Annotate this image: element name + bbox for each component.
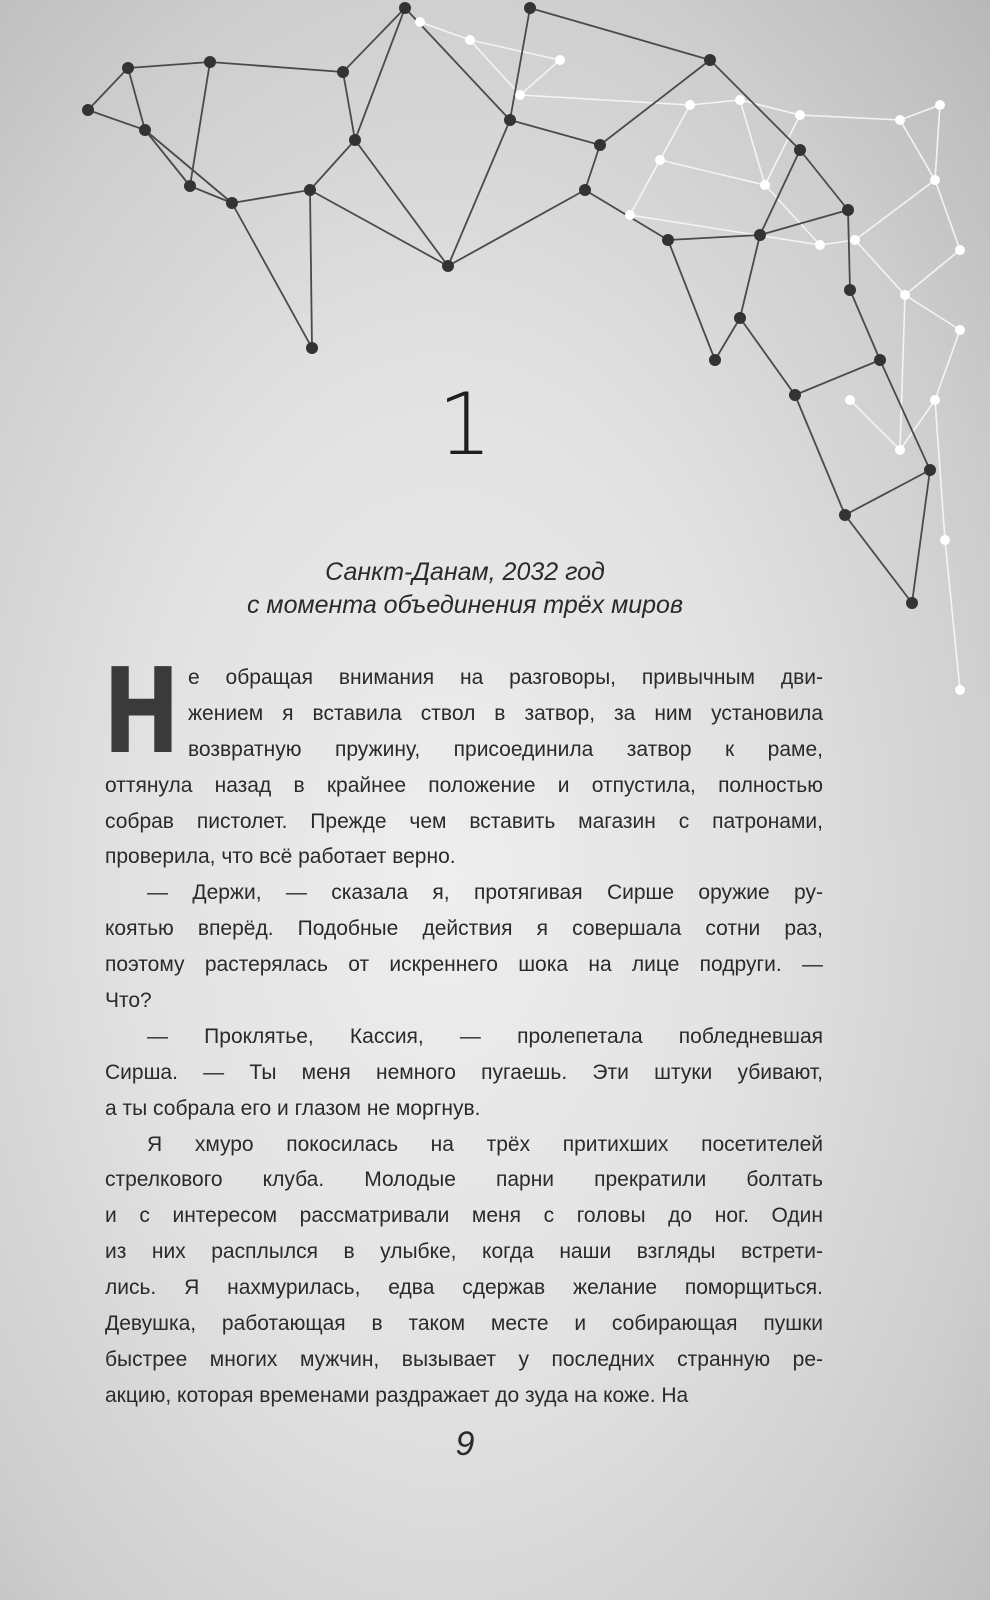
network-node bbox=[842, 204, 854, 216]
text-line: е обращая внимания на разговоры, привычным дви- bbox=[188, 666, 823, 689]
network-node bbox=[935, 100, 945, 110]
network-node bbox=[399, 2, 411, 14]
text-line: жением я вставила ствол в затвор, за ним установила bbox=[188, 701, 823, 725]
network-edge bbox=[355, 140, 448, 266]
network-edge bbox=[88, 110, 145, 130]
network-node bbox=[184, 180, 196, 192]
network-edge bbox=[935, 105, 940, 180]
text-line: Я хмуро покосилась на трёх притихших посетителей bbox=[147, 1132, 823, 1156]
text-line: быстрее многих мужчин, вызывает у последних странную ре- bbox=[105, 1347, 823, 1371]
page-number: 9 bbox=[455, 1425, 475, 1463]
text-line: — Держи, — сказала я, протягивая Сирше оружие ру- bbox=[147, 881, 823, 905]
network-node bbox=[955, 245, 965, 255]
network-edge bbox=[88, 68, 128, 110]
network-node bbox=[874, 354, 886, 366]
text-line: из них расплылся в улыбке, когда наши взгляды встрети- bbox=[105, 1240, 823, 1264]
network-node bbox=[930, 395, 940, 405]
network-edge bbox=[900, 105, 940, 120]
network-edge bbox=[510, 120, 600, 145]
network-node bbox=[734, 312, 746, 324]
network-edge bbox=[935, 180, 960, 250]
network-edge bbox=[310, 190, 312, 348]
network-node bbox=[655, 155, 665, 165]
chapter-subtitle-place: Санкт-Данам, 2032 год bbox=[325, 558, 605, 586]
network-edge bbox=[660, 105, 690, 160]
network-node bbox=[940, 535, 950, 545]
text-line: Сирша. — Ты меня немного пугаешь. Эти штуки убивают, bbox=[105, 1060, 823, 1084]
network-edge bbox=[630, 160, 660, 215]
network-node bbox=[844, 284, 856, 296]
network-edge bbox=[585, 145, 600, 190]
network-edge bbox=[740, 235, 760, 318]
network-edge bbox=[660, 160, 765, 185]
network-edge bbox=[190, 186, 232, 203]
network-edge bbox=[448, 190, 585, 266]
network-node bbox=[304, 184, 316, 196]
network-edge bbox=[310, 140, 355, 190]
network-node bbox=[662, 234, 674, 246]
text-line: Девушка, работающая в таком месте и собирающая пушки bbox=[105, 1312, 823, 1336]
network-edge bbox=[520, 95, 690, 105]
chapter-number: 1 bbox=[437, 375, 493, 475]
network-node bbox=[760, 180, 770, 190]
network-node bbox=[306, 342, 318, 354]
network-edge bbox=[765, 185, 820, 245]
network-edge bbox=[310, 190, 448, 266]
network-node bbox=[895, 115, 905, 125]
body-text bbox=[105, 660, 823, 1414]
network-node bbox=[204, 56, 216, 68]
drop-cap: Н bbox=[103, 642, 181, 780]
network-node bbox=[555, 55, 565, 65]
network-edge bbox=[145, 130, 232, 203]
text-line: акцию, которая временами раздражает до зуда на коже. На bbox=[105, 1383, 689, 1407]
network-edge bbox=[190, 62, 210, 186]
text-line: оттянула назад в крайнее положение и отпустила, полностью bbox=[105, 773, 823, 797]
network-node bbox=[794, 144, 806, 156]
network-node bbox=[709, 354, 721, 366]
network-edge bbox=[848, 210, 850, 290]
network-edge bbox=[355, 8, 405, 140]
network-edge bbox=[510, 8, 530, 120]
network-edge bbox=[668, 235, 760, 240]
network-node bbox=[955, 685, 965, 695]
network-edge bbox=[668, 240, 715, 360]
network-edge bbox=[145, 130, 190, 186]
network-edge bbox=[520, 60, 560, 95]
network-edge bbox=[935, 330, 960, 400]
network-node bbox=[337, 66, 349, 78]
network-node bbox=[226, 197, 238, 209]
text-line: лись. Я нахмурилась, едва сдержав желание поморщиться. bbox=[105, 1276, 823, 1300]
network-edge bbox=[740, 100, 800, 115]
network-node bbox=[930, 175, 940, 185]
network-node bbox=[504, 114, 516, 126]
network-node bbox=[850, 235, 860, 245]
network-node bbox=[754, 229, 766, 241]
network-node bbox=[524, 2, 536, 14]
network-edge bbox=[845, 470, 930, 515]
network-node bbox=[442, 260, 454, 272]
network-node bbox=[515, 90, 525, 100]
network-node bbox=[594, 139, 606, 151]
network-edge bbox=[800, 150, 848, 210]
network-node bbox=[415, 17, 425, 27]
text-line: коятью вперёд. Подобные действия я совершала сотни раз, bbox=[105, 917, 823, 941]
network-edge bbox=[470, 40, 560, 60]
network-edge bbox=[760, 150, 800, 235]
network-edge bbox=[630, 215, 820, 245]
network-node bbox=[465, 35, 475, 45]
network-edge bbox=[855, 180, 935, 240]
network-edge bbox=[448, 120, 510, 266]
network-node bbox=[579, 184, 591, 196]
text-line: Что? bbox=[105, 989, 152, 1013]
network-edge bbox=[690, 100, 740, 105]
network-edge bbox=[232, 203, 312, 348]
network-edge bbox=[128, 62, 210, 68]
text-line: возвратную пружину, присоединила затвор к раме, bbox=[188, 737, 823, 761]
network-edge bbox=[740, 100, 765, 185]
network-edge bbox=[343, 72, 355, 140]
network-node bbox=[82, 104, 94, 116]
chapter-subtitle-era: с момента объединения трёх миров bbox=[246, 591, 683, 619]
network-node bbox=[795, 110, 805, 120]
network-edge bbox=[945, 540, 960, 690]
text-line: а ты собрала его и глазом не моргнув. bbox=[105, 1096, 481, 1120]
text-line: собрав пистолет. Прежде чем вставить магазин с патронами, bbox=[105, 809, 823, 833]
network-edge bbox=[210, 62, 343, 72]
network-edge bbox=[343, 8, 405, 72]
network-edge bbox=[232, 190, 310, 203]
network-node bbox=[625, 210, 635, 220]
text-line: и с интересом рассматривали меня с головы до ног. Один bbox=[105, 1204, 823, 1228]
network-node bbox=[704, 54, 716, 66]
text-line: проверила, что всё работает верно. bbox=[105, 845, 456, 869]
network-edge bbox=[128, 68, 145, 130]
network-node bbox=[815, 240, 825, 250]
network-node bbox=[349, 134, 361, 146]
network-edge bbox=[530, 8, 710, 60]
network-edge bbox=[935, 400, 945, 540]
network-node bbox=[955, 325, 965, 335]
network-edge bbox=[715, 318, 740, 360]
text-line: поэтому растерялась от искреннего шока на лице подруги. — bbox=[105, 953, 823, 977]
network-node bbox=[685, 100, 695, 110]
text-line: — Проклятье, Кассия, — пролепетала побледневшая bbox=[147, 1024, 823, 1048]
network-edge bbox=[760, 210, 848, 235]
network-edge bbox=[900, 120, 935, 180]
network-node bbox=[139, 124, 151, 136]
network-node bbox=[900, 290, 910, 300]
network-edge bbox=[905, 295, 960, 330]
network-node bbox=[839, 509, 851, 521]
network-edge bbox=[470, 40, 520, 95]
network-edge bbox=[855, 240, 905, 295]
network-edge bbox=[800, 115, 900, 120]
network-node bbox=[735, 95, 745, 105]
network-edge bbox=[850, 290, 880, 360]
network-node bbox=[122, 62, 134, 74]
text-line: стрелкового клуба. Молодые парни прекратили болтать bbox=[105, 1168, 823, 1192]
network-edge bbox=[710, 60, 800, 150]
network-edge bbox=[905, 250, 960, 295]
